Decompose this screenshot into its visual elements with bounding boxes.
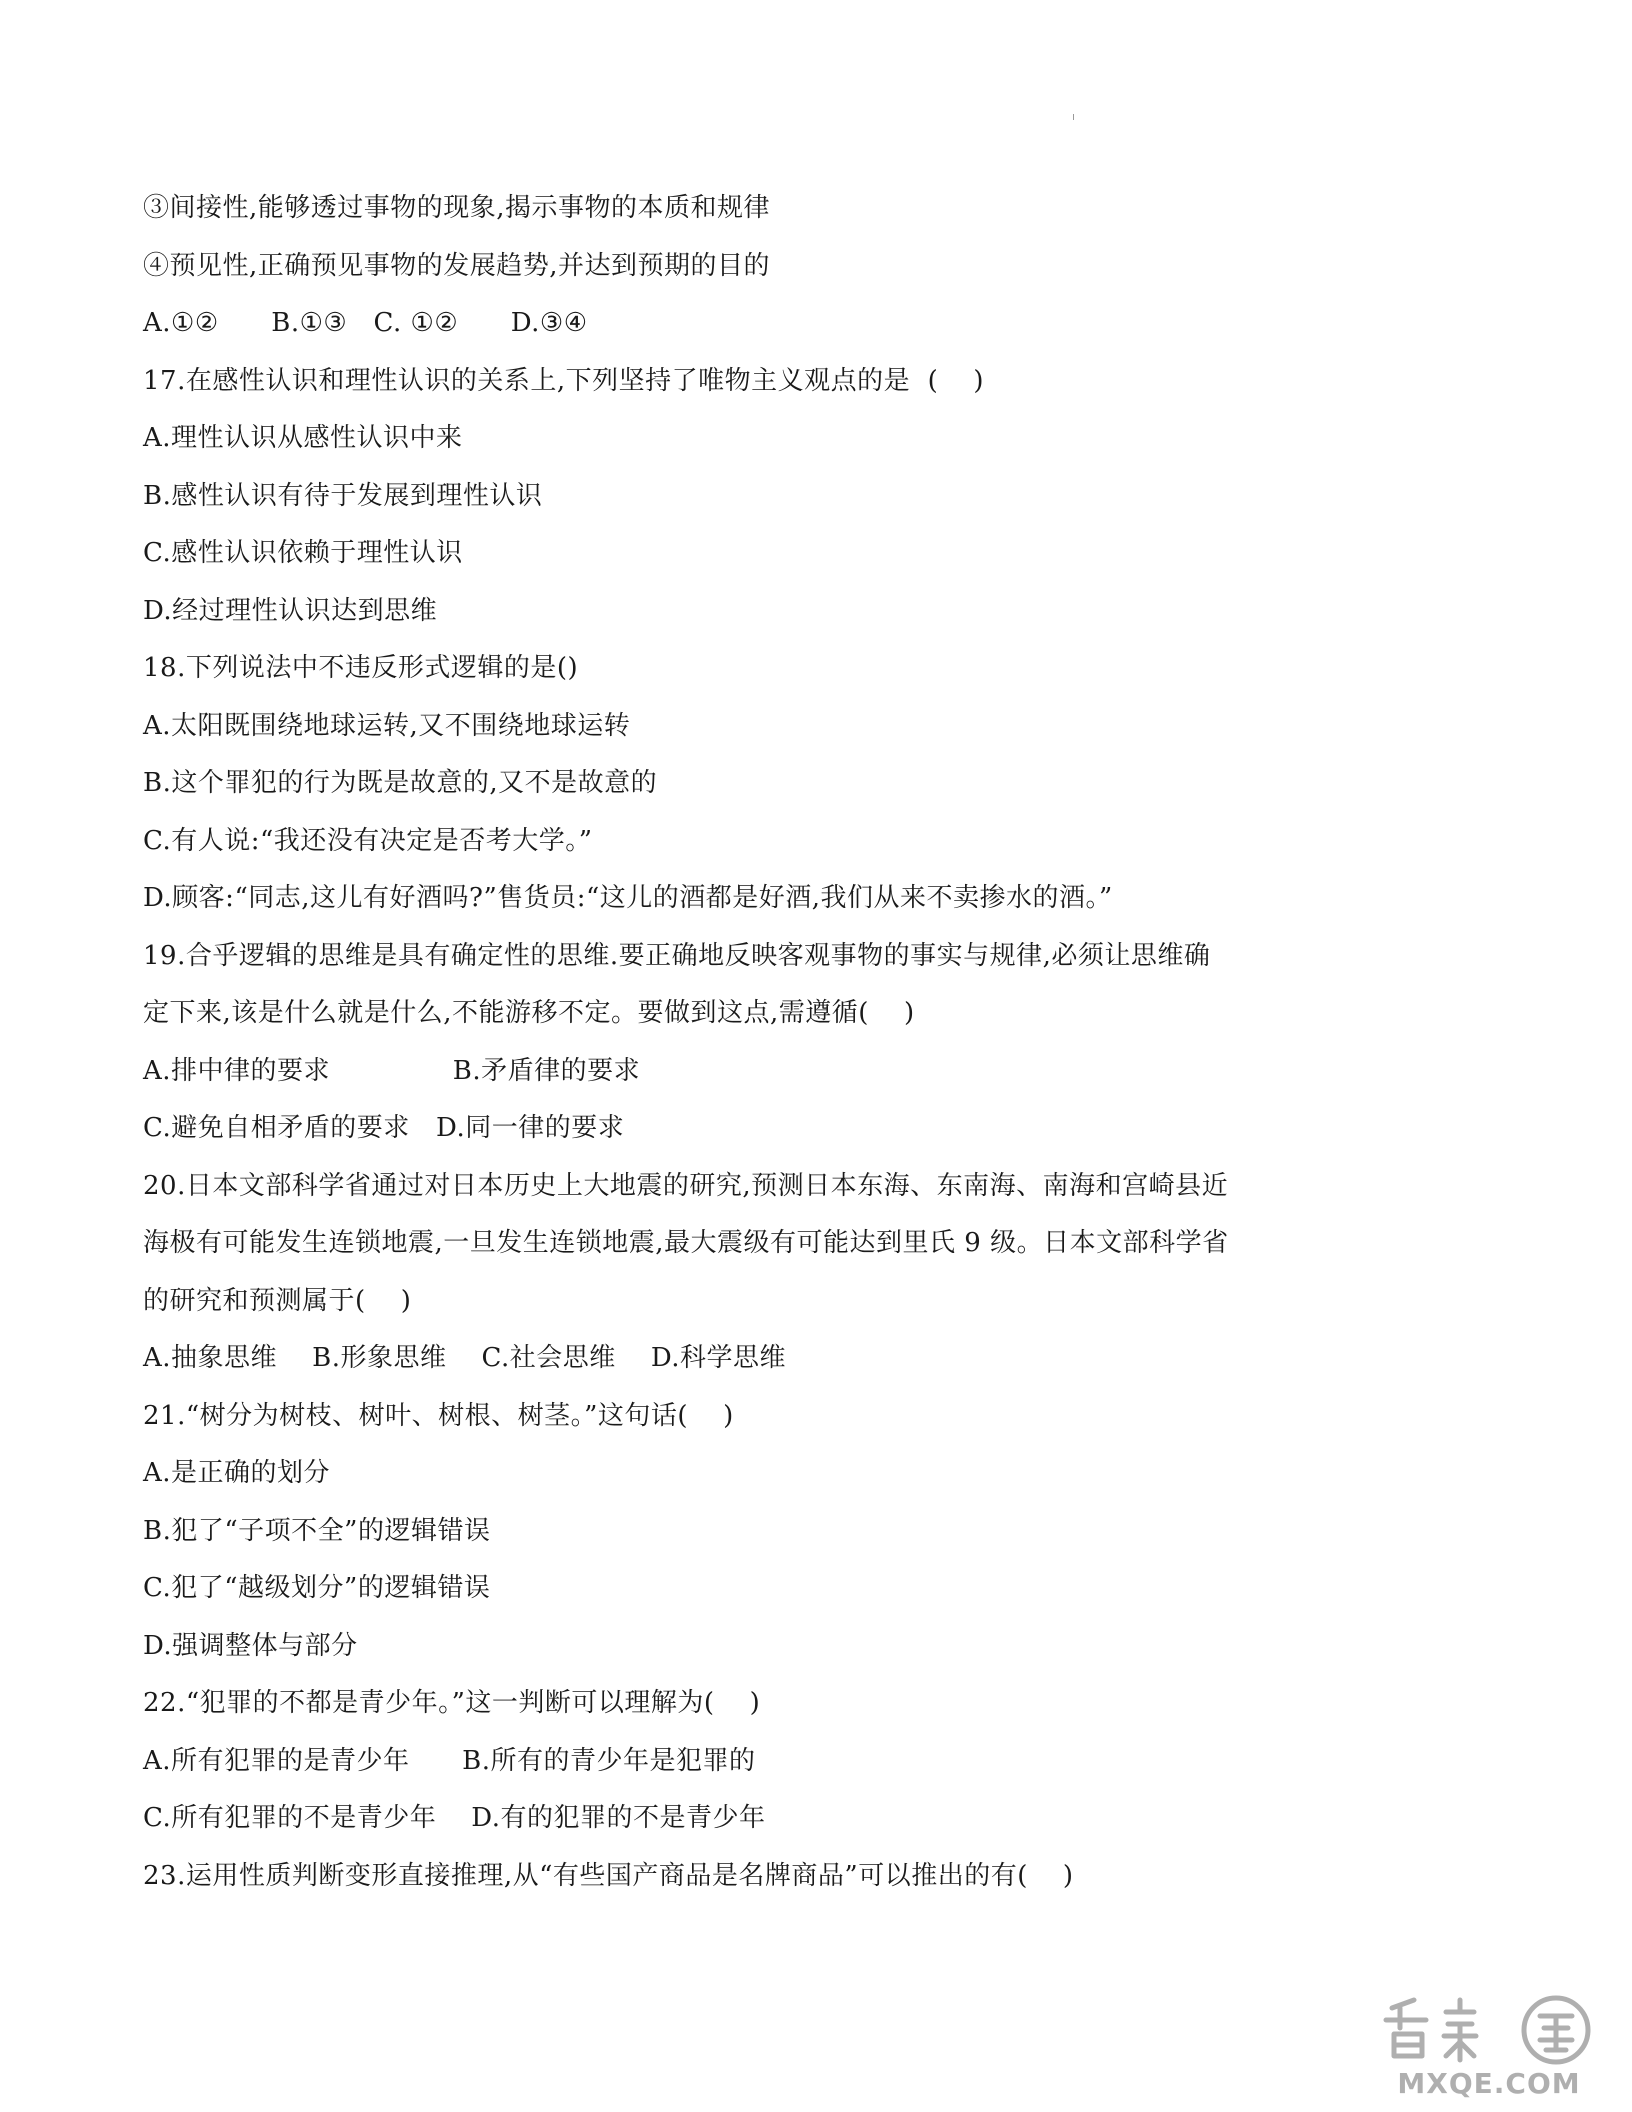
q21-stem: 21.“树分为树枝、树叶、树根、树茎。”这句话( ): [143, 1400, 734, 1431]
q21-option-a: A.是正确的划分: [143, 1458, 331, 1488]
q21-option-b: B.犯了“子项不全”的逻辑错误: [143, 1515, 491, 1546]
q16-answer-choices: A.①② B.①③ C. ①② D.③④: [143, 308, 588, 338]
q22-options-ab: A.所有犯罪的是青少年 B.所有的青少年是犯罪的: [143, 1745, 756, 1776]
q19-options-cd: C.避免自相矛盾的要求 D.同一律的要求: [143, 1113, 625, 1143]
watermark-url: MXQE.COM: [1397, 2067, 1581, 2100]
watermark: [1374, 1990, 1604, 2100]
q18-option-d: D.顾客:“同志,这儿有好酒吗?”售货员:“这儿的酒都是好酒,我们从来不卖掺水的酒。”: [143, 883, 1113, 913]
q20-options: A.抽象思维 B.形象思维 C.社会思维 D.科学思维: [143, 1343, 787, 1373]
q23-stem: 23.运用性质判断变形直接推理,从“有些国产商品是名牌商品”可以推出的有( ): [143, 1860, 1074, 1891]
q17-option-a: A.理性认识从感性认识中来: [143, 423, 463, 453]
q21-option-d: D.强调整体与部分: [143, 1630, 358, 1661]
q20-stem-line-3: 的研究和预测属于( ): [143, 1285, 412, 1316]
question-text-block: [143, 190, 1293, 1915]
page-mark: [1073, 114, 1074, 120]
q17-stem: 17.在感性认识和理性认识的关系上,下列坚持了唯物主义观点的是 ( ): [143, 365, 984, 396]
q22-stem: 22.“犯罪的不都是青少年。”这一判断可以理解为( ): [143, 1688, 761, 1718]
q19-stem-line-1: 19.合乎逻辑的思维是具有确定性的思维.要正确地反映客观事物的事实与规律,必须让思维确: [143, 940, 1211, 971]
q19-options-ab: A.排中律的要求 B.矛盾律的要求: [143, 1055, 641, 1086]
watermark-logo-icon: [1374, 1990, 1604, 2070]
q21-option-c: C.犯了“越级划分”的逻辑错误: [143, 1573, 491, 1603]
q17-option-b: B.感性认识有待于发展到理性认识: [143, 480, 543, 511]
q17-option-d: D.经过理性认识达到思维: [143, 595, 438, 626]
q18-option-a: A.太阳既围绕地球运转,又不围绕地球运转: [143, 710, 631, 741]
q22-options-cd: C.所有犯罪的不是青少年 D.有的犯罪的不是青少年: [143, 1803, 766, 1833]
q20-stem-line-2: 海极有可能发生连锁地震,一旦发生连锁地震,最大震级有可能达到里氏 9 级。日本文部科学省: [143, 1228, 1229, 1258]
q20-stem-line-1: 20.日本文部科学省通过对日本历史上大地震的研究,预测日本东海、东南海、南海和宫崎县近: [143, 1170, 1229, 1201]
q17-option-c: C.感性认识依赖于理性认识: [143, 538, 463, 568]
option-line-3: ③间接性,能够透过事物的现象,揭示事物的本质和规律: [143, 193, 771, 223]
option-line-4: ④预见性,正确预见事物的发展趋势,并达到预期的目的: [143, 250, 771, 281]
q18-option-b: B.这个罪犯的行为既是故意的,又不是故意的: [143, 768, 658, 798]
q19-stem-line-2: 定下来,该是什么就是什么,不能游移不定。要做到这点,需遵循( ): [143, 998, 915, 1028]
q18-option-c: C.有人说:“我还没有决定是否考大学。”: [143, 825, 593, 856]
q18-stem: 18.下列说法中不违反形式逻辑的是(): [143, 653, 579, 683]
